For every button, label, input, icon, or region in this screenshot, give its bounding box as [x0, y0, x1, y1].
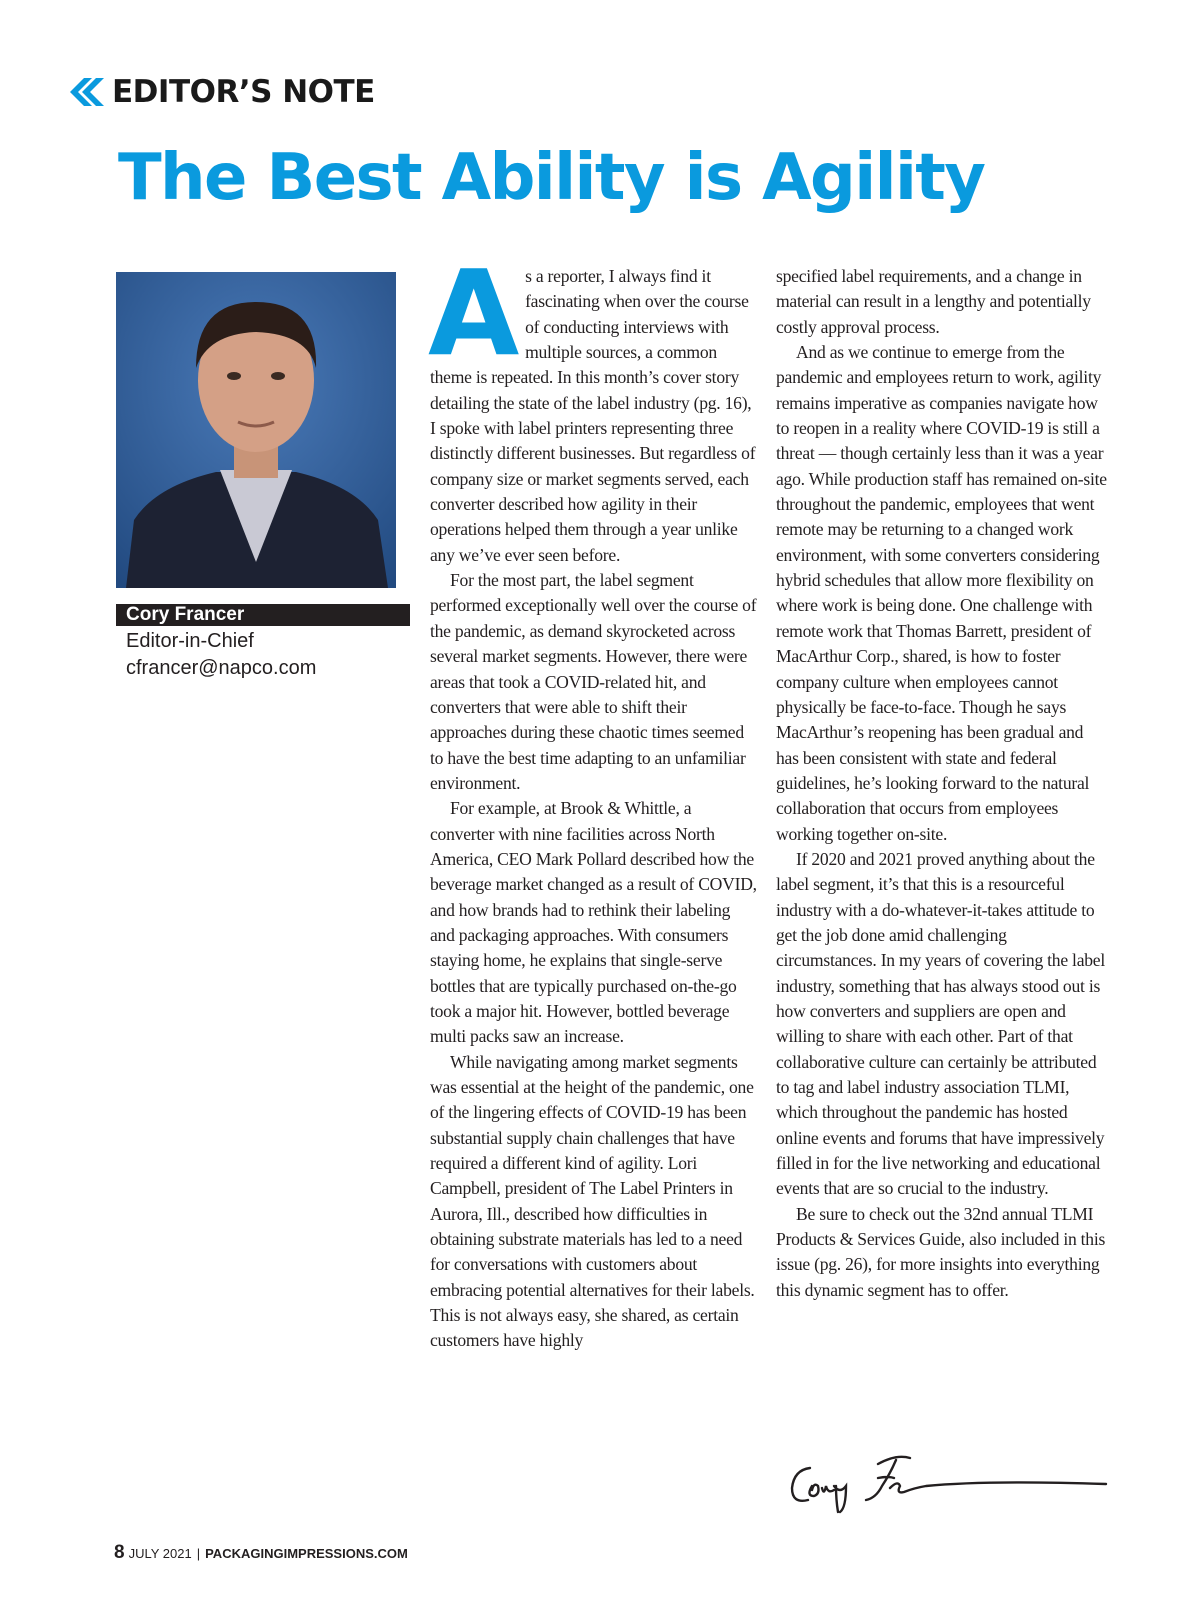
website-link[interactable]: PACKAGINGIMPRESSIONS.COM	[205, 1546, 408, 1561]
page-number: 8	[114, 1542, 125, 1563]
article-column-2	[776, 264, 1110, 1303]
author-email[interactable]: cfrancer@napco.com	[126, 657, 317, 679]
article-paragraph: For the most part, the label segment performed exceptionally well over the course of the pandemic, as demand skyrocketed across several market segments. However, there were areas that took a COVID-related hit, and converters that were able to shift their approaches during these chaotic times seemed to have the best time adapting to an unfamiliar environment.	[430, 570, 757, 793]
article-paragraph: If 2020 and 2021 proved anything about the label segment, it’s that this is a resourceful industry with a do-whatever-it-takes attitude to get the job done amid challenging circumstances. In my years of covering the label industry, something that has always stood out is how converters and suppliers are open and willing to share with each other. Part of that collaborative culture can certainly be attributed to tag and label industry association TLMI, which throughout the pandemic has hosted online events and forums that have impressively filled in for the live networking and educational events that are so crucial to the industry.	[776, 848, 1105, 1199]
author-name: Cory Francer	[116, 604, 410, 626]
author-photo	[116, 272, 396, 588]
editor-signature	[786, 1450, 1116, 1525]
section-kicker	[66, 72, 375, 112]
article-paragraph: For example, at Brook & Whittle, a converter with nine facilities across North America, CEO Mark Pollard described how the beverage market changed as a result of COVID, and how brands had to rethink their labeling and packaging approaches. With consumers staying home, he explains that single-serve bottles that are typically purchased on-the-go took a major hit. However, bottled beverage multi packs saw an increase.	[430, 798, 757, 1047]
drop-cap: A	[428, 244, 520, 382]
article-column-1	[428, 244, 758, 1354]
article-paragraph: While navigating among market segments was essential at the height of the pandemic, one of the lingering effects of COVID-19 has been substantial supply chain challenges that have required a different kind of agility. Lori Campbell, president of The Label Printers in Aurora, Ill., described how difficulties in obtaining substrate materials has led to a need for conversations with customers about embracing potential alternatives for their labels. This is not always easy, she shared, as certain customers have highly	[430, 1051, 755, 1351]
author-role: Editor-in-Chief	[126, 630, 254, 652]
article-paragraph: specified label requirements, and a change in material can result in a lengthy and potentially costly approval process.	[776, 266, 1091, 337]
article-headline: The Best Ability is Agility	[118, 141, 985, 215]
article-paragraph: Be sure to check out the 32nd annual TLMI Products & Services Guide, also included in this issue (pg. 26), for more insights into everything this dynamic segment has to offer.	[776, 1203, 1106, 1300]
page-footer	[114, 1542, 408, 1564]
article-paragraph: And as we continue to emerge from the pandemic and employees return to work, agility remains imperative as companies navigate how to reopen in a reality where COVID-19 is still a threat — though certainly less than it was a year ago. While production staff has remained on-site throughout the pandemic, employees that went remote may be returning to a changed work environment, with some converters considering hybrid schedules that allow more flexibility on where work is being done. One challenge with remote work that Thomas Barrett, president of MacArthur Corp., shared, is how to foster company culture when employees cannot physically be face-to-face. Though he says MacArthur’s reopening has been gradual and has been consistent with state and federal guidelines, he’s looking forward to the natural collaboration that occurs from employees working together on-site.	[776, 342, 1107, 844]
footer-separator: |	[196, 1546, 201, 1561]
section-label: EDITOR’S NOTE	[112, 74, 375, 110]
issue-date: JULY 2021	[128, 1546, 192, 1561]
double-chevron-left-icon	[66, 76, 104, 108]
article-paragraph: As a reporter, I always find it fascinating when over the course of conducting interviews with multiple sources, a common theme is repeated. In this month’s cover story detailing the state of the label industry (pg. 16), I spoke with label printers representing three distinctly different businesses. But regardless of company size or market segments served, each converter described how agility in their operations helped them through a year unlike any we’ve ever seen before.	[428, 244, 756, 565]
